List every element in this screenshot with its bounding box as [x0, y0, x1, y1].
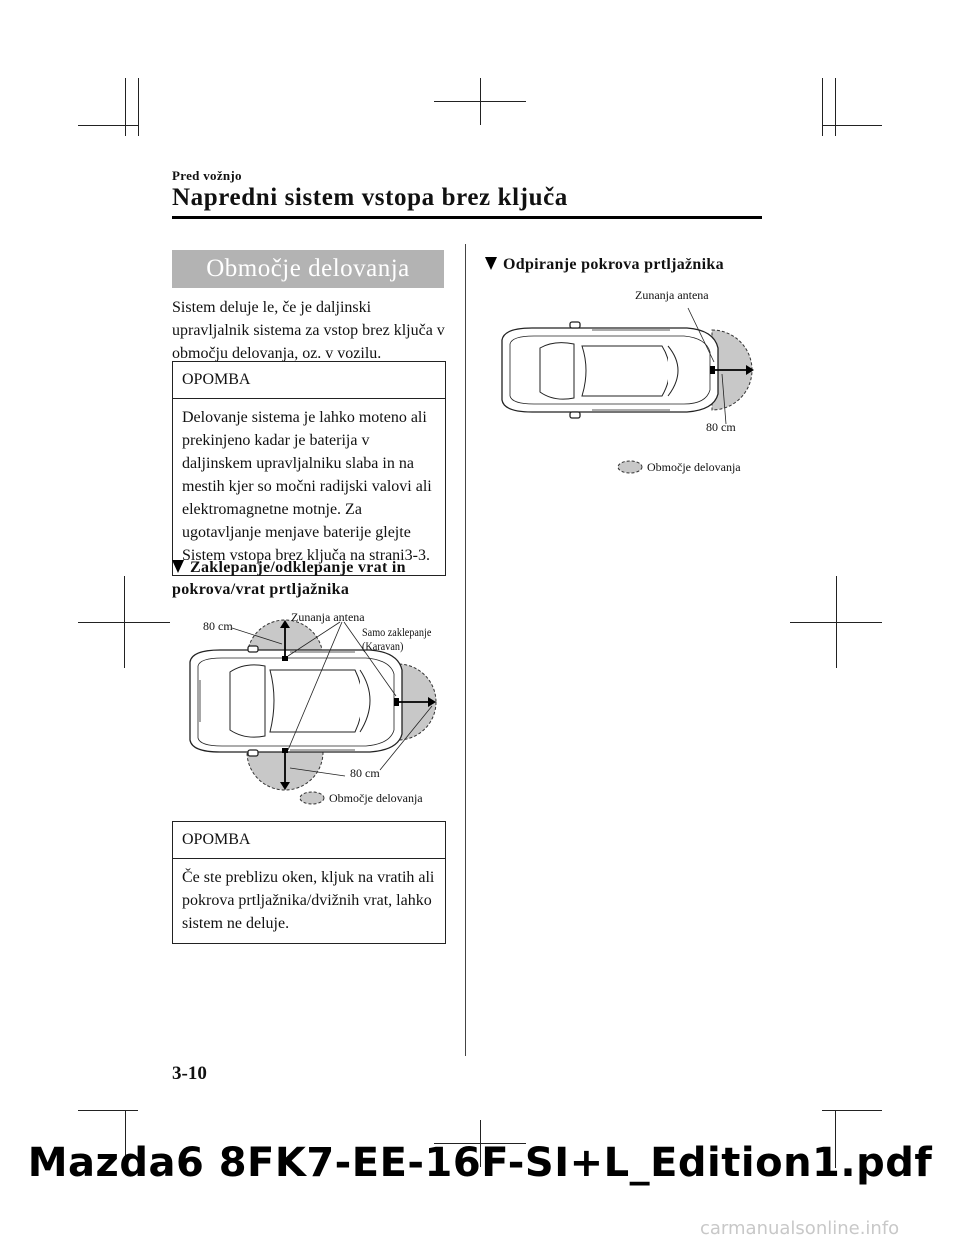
crop-mark [78, 1110, 138, 1111]
car-top-view [502, 322, 718, 418]
page-title: Napredni sistem vstopa brez ključa [172, 184, 568, 211]
range-legend [299, 789, 423, 807]
crop-mark [124, 576, 125, 668]
range-legend-swatch [299, 791, 325, 805]
antenna-label: Zunanja antena [291, 610, 365, 624]
note-label: OPOMBA [173, 822, 445, 859]
footer-filename: Mazda6 8FK7-EE-16F-SI+L_Edition1.pdf [27, 1140, 933, 1186]
triangle-bullet-icon [485, 257, 497, 270]
section-banner: Območje delovanja [172, 250, 444, 288]
range-legend [617, 458, 741, 476]
note-text: Če ste preblizu oken, kljuk na vratih ali pokrova prtljažnika/dvižnih vrat, lahko sistem ne deluje. [182, 869, 435, 932]
lock-only-label: Samo zaklepanje [362, 625, 432, 639]
subsection-heading [172, 557, 442, 601]
note-box [172, 821, 446, 944]
crop-mark [822, 1110, 882, 1111]
triangle-bullet-icon [172, 560, 184, 573]
column-divider [465, 244, 466, 1056]
range-legend-label: Območje delovanja [647, 460, 741, 474]
subsection-heading [485, 254, 765, 276]
subsection-heading-text: Zaklepanje/odklepanje vrat in pokrova/vrat prtljažnika [172, 559, 406, 598]
crop-mark [822, 78, 823, 136]
crop-mark [835, 78, 836, 136]
intro-paragraph: Sistem deluje le, če je daljinski upravljalnik sistema za vstop brez ključa v območju delovanja, oz. v vozilu. [172, 299, 445, 362]
lock-only-sublabel: (Karavan) [362, 639, 404, 653]
note-label: OPOMBA [173, 362, 445, 399]
antenna-label: Zunanja antena [635, 288, 709, 302]
distance-label: 80 cm [203, 619, 233, 633]
range-legend-swatch [617, 460, 643, 474]
note-text: Delovanje sistema je lahko moteno ali prekinjeno kadar je baterija v daljinskem upravljalniku slaba in na mestih kjer so močni radijski valovi ali elektromagnetne motnje. Za ugotavljanje menjave baterije glejte Sistem vstopa brez ključa na strani3-3. [182, 409, 432, 564]
crop-mark [78, 125, 138, 126]
subsection-heading-text: Odpiranje pokrova prtljažnika [503, 256, 724, 273]
range-legend-label: Območje delovanja [329, 791, 423, 805]
title-rule [172, 216, 762, 219]
page-number: 3-10 [172, 1063, 207, 1084]
note-box [172, 361, 446, 576]
section-label: Pred vožnjo [172, 168, 242, 183]
crop-mark [125, 78, 126, 136]
distance-label: 80 cm [350, 766, 380, 780]
watermark: carmanualsonline.info [700, 1218, 900, 1239]
crop-mark [822, 125, 882, 126]
crop-mark [836, 576, 837, 668]
distance-label: 80 cm [706, 420, 736, 434]
crop-mark [138, 78, 139, 136]
crop-mark [434, 101, 526, 102]
car-top-view [190, 646, 402, 756]
